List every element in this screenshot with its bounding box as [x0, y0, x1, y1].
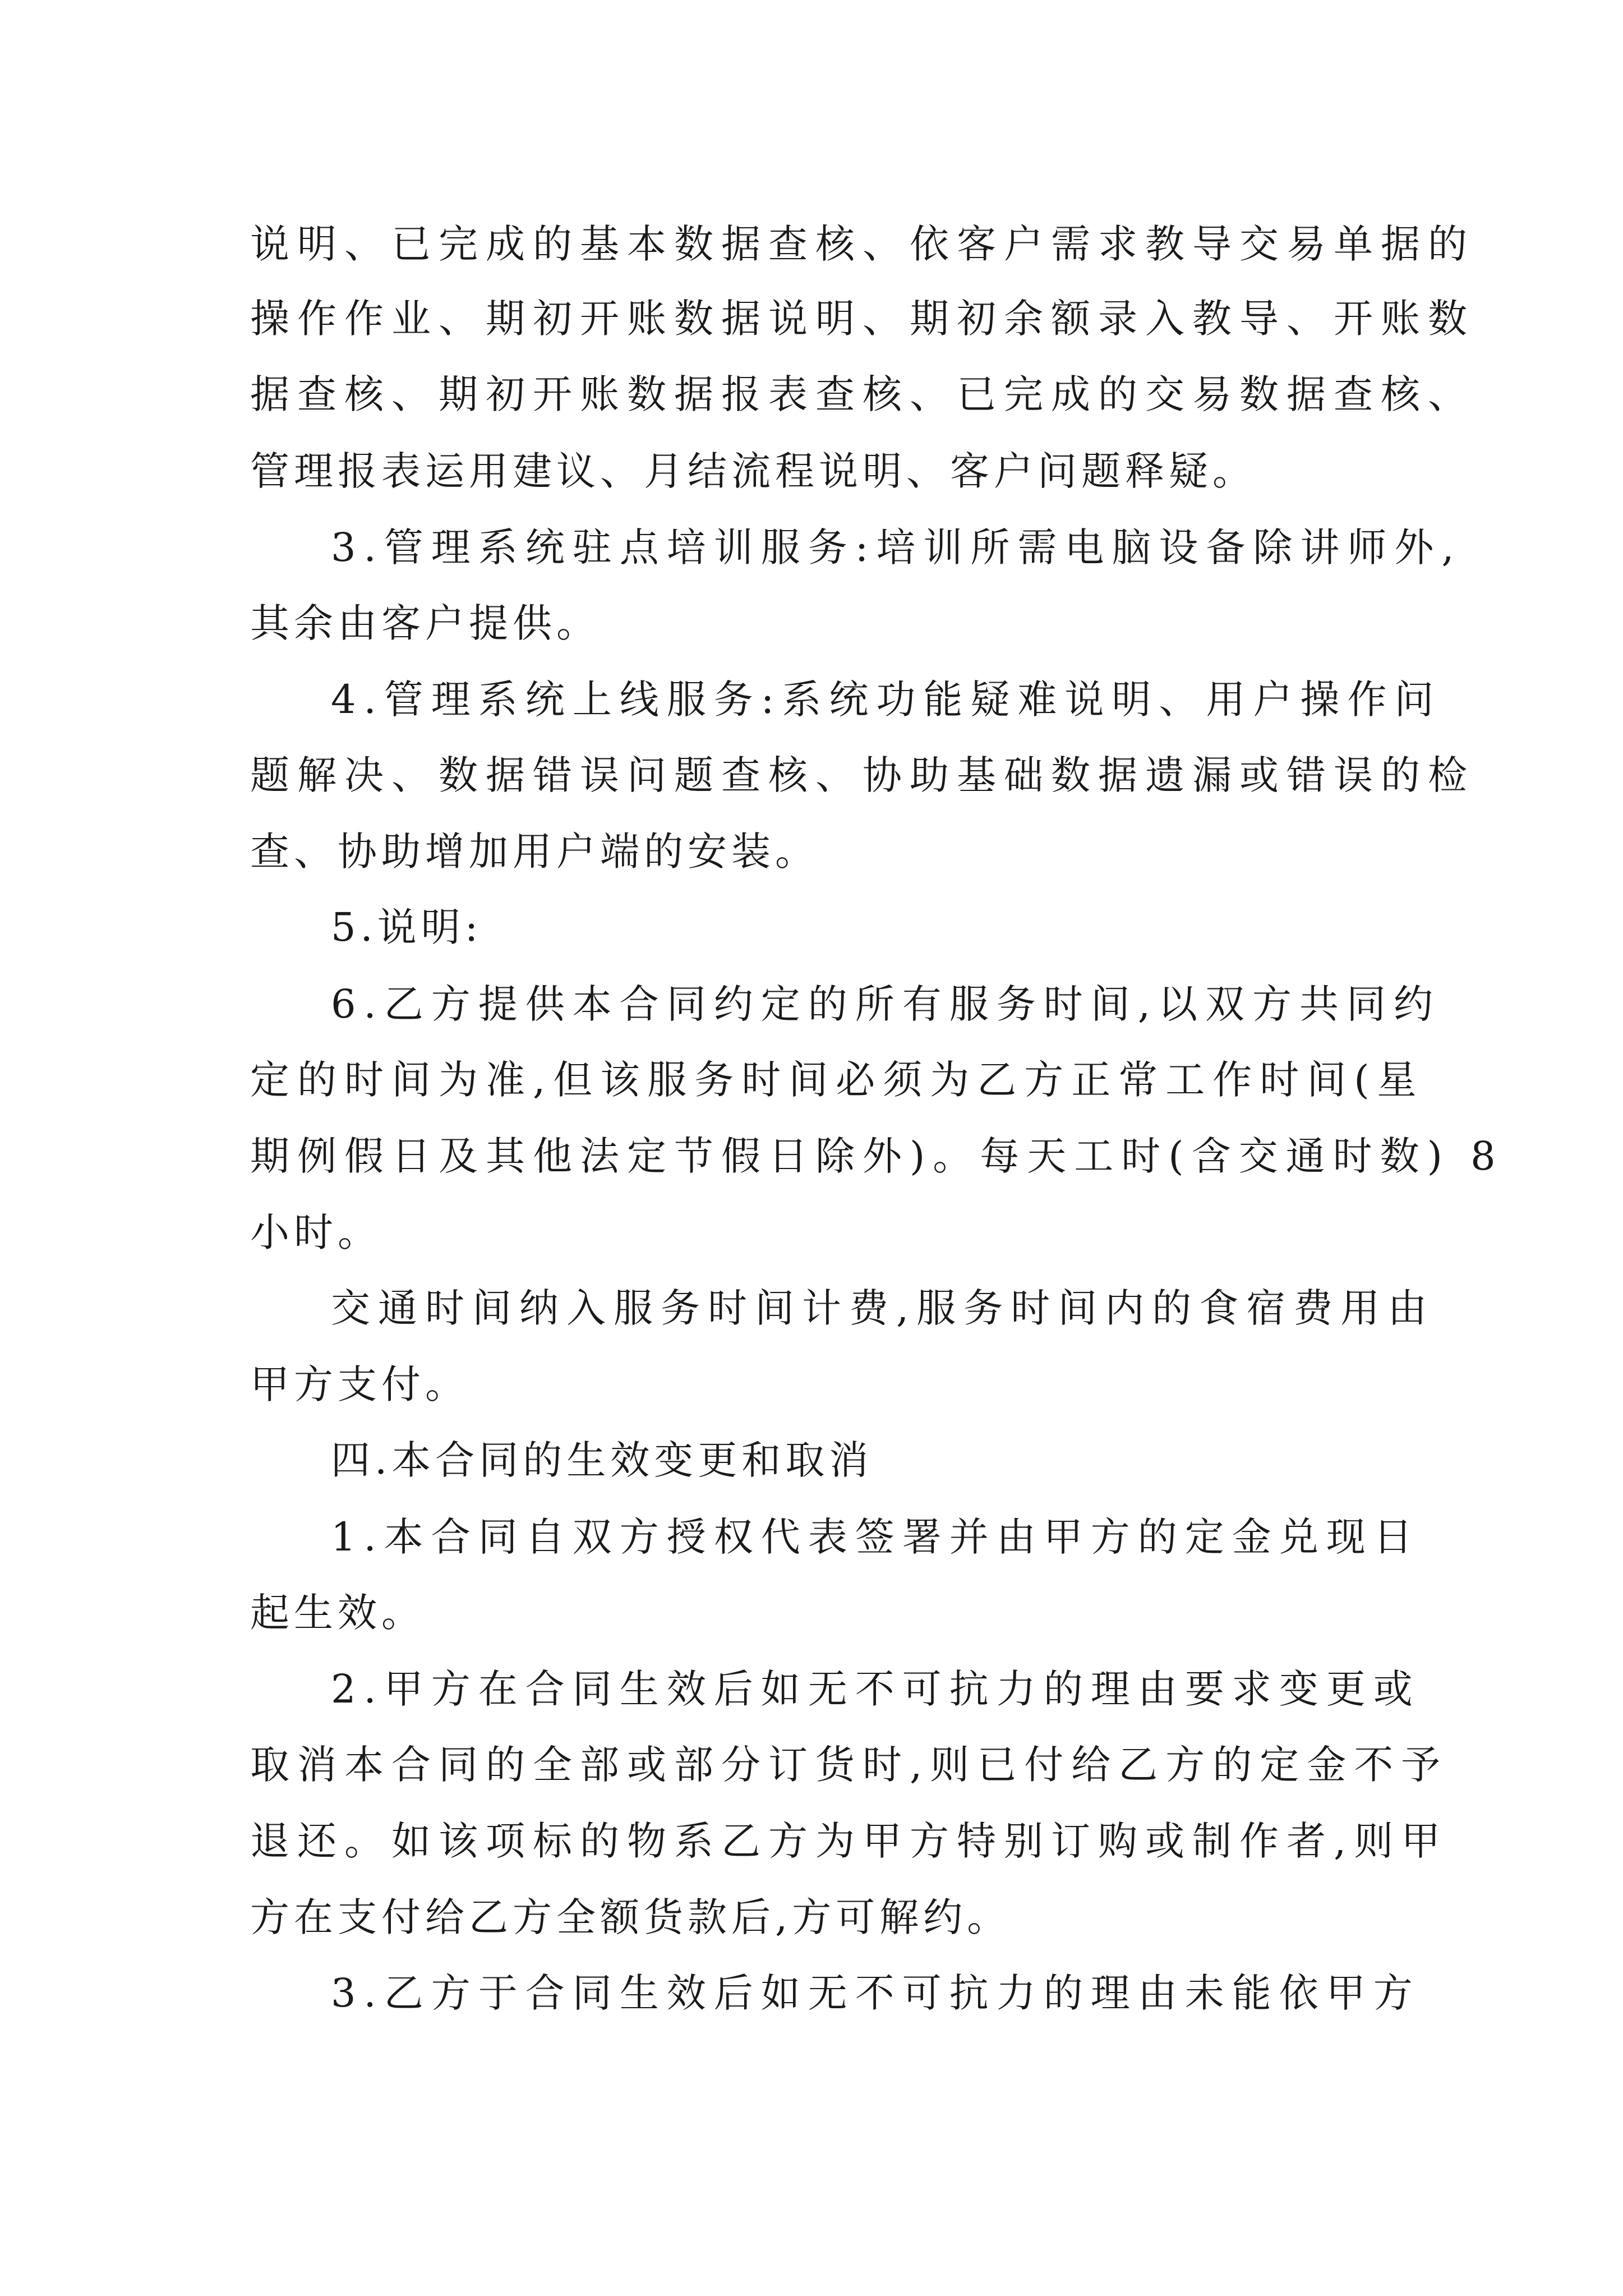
text-line: 管理报表运用建议、月结流程说明、客户问题释疑。 — [250, 448, 1256, 494]
text-line: 6.乙方提供本合同约定的所有服务时间,以双方共同约 — [331, 981, 1441, 1027]
text-line: 甲方支付。 — [250, 1361, 469, 1407]
text-line: 3.乙方于合同生效后如无不可抗力的理由未能依甲方 — [331, 1970, 1421, 2016]
text-line: 取消本合同的全部或部分订货时,则已付给乙方的定金不予 — [250, 1742, 1449, 1788]
text-line: 定的时间为准,但该服务时间必须为乙方正常工作时间(星 — [250, 1057, 1424, 1103]
text-line: 5.说明: — [331, 904, 483, 950]
text-line: 操作作业、期初开账数据说明、期初余额录入教导、开账数 — [250, 296, 1475, 342]
section-heading: 四.本合同的生效变更和取消 — [331, 1437, 873, 1483]
text-line: 方在支付给乙方全额货款后,方可解约。 — [250, 1894, 1011, 1940]
text-line: 起生效。 — [250, 1590, 425, 1636]
text-line: 题解决、数据错误问题查核、协助基础数据遗漏或错误的检 — [250, 752, 1475, 798]
text-line: 其余由客户提供。 — [250, 600, 600, 646]
text-line: 1.本合同自双方授权代表签署并由甲方的定金兑现日 — [331, 1514, 1421, 1560]
text-line: 期例假日及其他法定节假日除外)。每天工时(含交通时数) 8 — [250, 1133, 1504, 1179]
text-line: 交通时间纳入服务时间计费,服务时间内的食宿费用由 — [331, 1285, 1435, 1331]
text-line: 小时。 — [250, 1209, 381, 1255]
text-line: 4.管理系统上线服务:系统功能疑难说明、用户操作问 — [331, 677, 1442, 723]
text-line: 说明、已完成的基本数据查核、依客户需求教导交易单据的 — [250, 221, 1475, 267]
text-line: 2.甲方在合同生效后如无不可抗力的理由要求变更或 — [331, 1666, 1421, 1712]
text-line: 查、协助增加用户端的安装。 — [250, 829, 819, 875]
text-line: 据查核、期初开账数据报表查核、已完成的交易数据查核、 — [250, 371, 1475, 417]
text-line: 3.管理系统驻点培训服务:培训所需电脑设备除讲师外, — [331, 524, 1462, 570]
text-line: 退还。如该项标的物系乙方为甲方特别订购或制作者,则甲 — [250, 1818, 1449, 1864]
